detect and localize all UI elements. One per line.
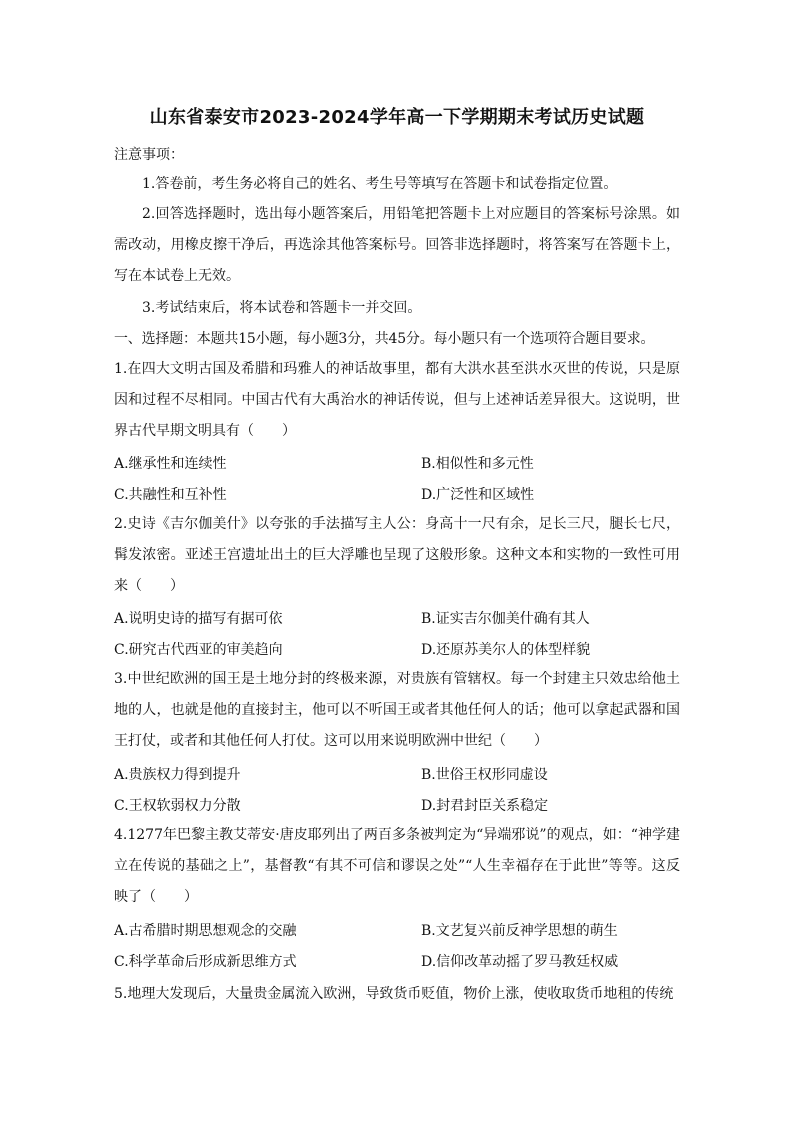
question-4-option-d: D.信仰改革动摇了罗马教廷权威 xyxy=(421,954,619,970)
question-1-option-b: B.相似性和多元性 xyxy=(421,456,534,472)
question-3-option-c: C.王权软弱权力分散 xyxy=(114,798,241,814)
question-2-stem: 2.史诗《吉尔伽美什》以夸张的手法描写主人公：身高十一尺有余，足长三尺，腿长七尺，髯发浓密。亚述王宫遗址出土的巨大浮雕也呈现了这般形象。这种文本和实物的一致性可用来（ ） xyxy=(114,516,680,594)
question-4-option-c: C.科学革命后形成新思维方式 xyxy=(114,954,297,970)
question-5-stem: 5.地理大发现后，大量贵金属流入欧洲，导致货币贬值，物价上涨，使收取货币地租的传统 xyxy=(114,986,674,1002)
question-4-option-b: B.文艺复兴前反神学思想的萌生 xyxy=(421,923,618,939)
question-2-option-b: B.证实吉尔伽美什确有其人 xyxy=(421,611,590,627)
question-1-option-d: D.广泛性和区域性 xyxy=(421,487,535,503)
question-1-option-c: C.共融性和互补性 xyxy=(114,487,227,503)
notice-heading: 注意事项： xyxy=(114,147,184,163)
page-title: 山东省泰安市2023-2024学年高一下学期期末考试历史试题 xyxy=(149,107,645,128)
question-4-stem: 4.1277年巴黎主教艾蒂安·唐皮耶列出了两百多条被判定为“异端邪说”的观点，如：“神学建立在传说的基础之上”，基督教“有其不可信和谬误之处”“人生幸福存在于此世”等等。这反映了（ ） xyxy=(114,827,680,905)
notice-item-1: 1.答卷前，考生务必将自己的姓名、考生号等填写在答题卡和试卷指定位置。 xyxy=(142,176,618,192)
question-3-stem: 3.中世纪欧洲的国王是土地分封的终极来源，对贵族有管辖权。每一个封建主只效忠给他土地的人，也就是他的直接封主，他可以不听国王或者其他任何人的话；他可以拿起武器和国王打仗，或者和其他任何人打仗。这可以用来说明欧洲中世纪（ ） xyxy=(114,671,680,749)
question-2-option-c: C.研究古代西亚的审美趋向 xyxy=(114,642,283,658)
notice-item-2: 2.回答选择题时，选出每小题答案后，用铅笔把答题卡上对应题目的答案标号涂黑。如需改动，用橡皮擦干净后，再选涂其他答案标号。回答非选择题时，将答案写在答题卡上，写在本试卷上无效。 xyxy=(114,206,680,284)
question-2-option-d: D.还原苏美尔人的体型样貌 xyxy=(421,642,591,658)
question-1-stem: 1.在四大文明古国及希腊和玛雅人的神话故事里，都有大洪水甚至洪水灭世的传说，只是原因和过程不尽相同。中国古代有大禹治水的神话传说，但与上述神话差异很大。这说明，世界古代早期文明具有（ ） xyxy=(114,361,680,439)
question-3-option-a: A.贵族权力得到提升 xyxy=(114,767,241,783)
question-3-option-d: D.封君封臣关系稳定 xyxy=(421,798,549,814)
section-heading: 一、选择题：本题共15小题，每小题3分，共45分。每小题只有一个选项符合题目要求。 xyxy=(114,331,655,347)
question-1-option-a: A.继承性和连续性 xyxy=(114,456,227,472)
question-2-option-a: A.说明史诗的描写有据可依 xyxy=(114,611,283,627)
question-4-option-a: A.古希腊时期思想观念的交融 xyxy=(114,923,297,939)
notice-item-3: 3.考试结束后，将本试卷和答题卡一并交回。 xyxy=(142,300,422,316)
question-3-option-b: B.世俗王权形同虚设 xyxy=(421,767,548,783)
